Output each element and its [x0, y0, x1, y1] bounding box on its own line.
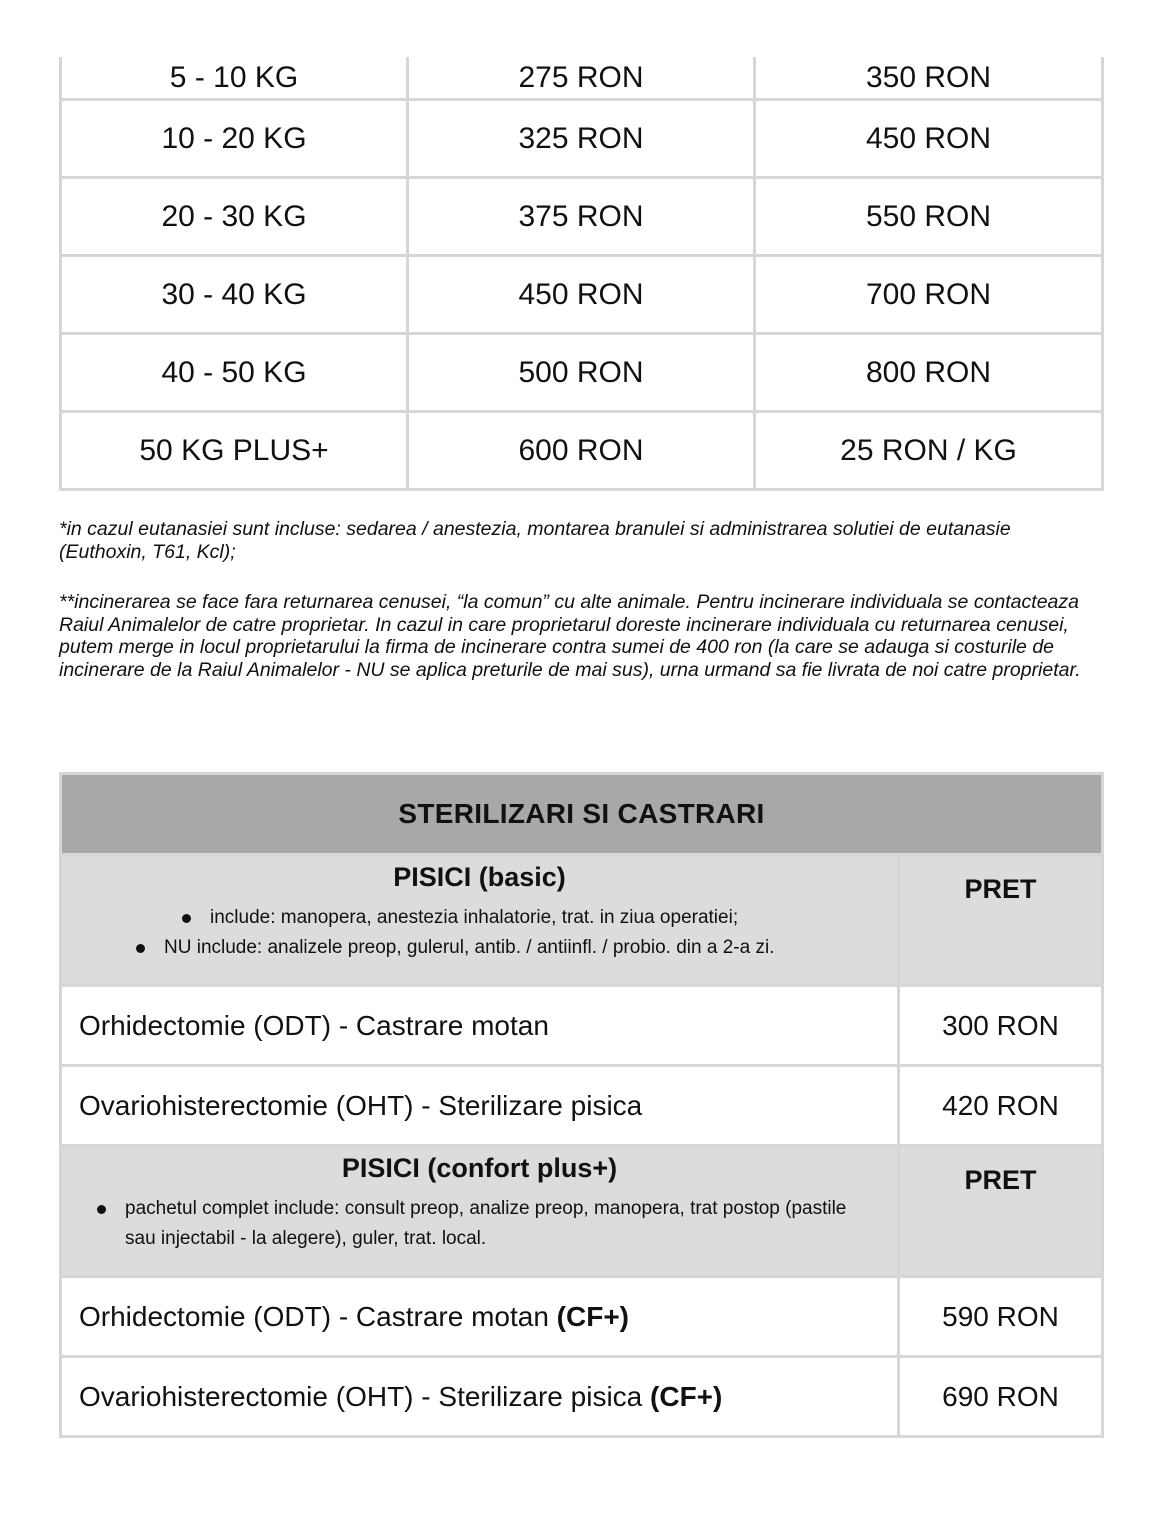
subsection-info [61, 1146, 899, 1277]
package-tag: (CF+) [650, 1380, 723, 1412]
euthanasia-price-table [59, 57, 1104, 491]
subsection-header-confort [61, 1146, 1103, 1277]
service-name: Orhidectomie (ODT) - Castrare motan [79, 1300, 549, 1332]
price-cell: 500 RON [408, 334, 755, 412]
price-cell: 420 RON [899, 1066, 1103, 1146]
service-name: Ovariohisterectomie (OHT) - Sterilizare pisica [79, 1380, 643, 1412]
table-row [61, 986, 1103, 1066]
section-title: STERILIZARI SI CASTRARI [61, 774, 1103, 855]
subsection-title: PISICI (basic) [393, 862, 566, 892]
subsection-info [61, 855, 899, 986]
table-row [61, 57, 1103, 100]
package-tag: (CF+) [556, 1300, 629, 1332]
price-cell: 350 RON [755, 57, 1103, 100]
bullet-list [62, 903, 897, 963]
price-cell: 600 RON [408, 412, 755, 490]
table-row [61, 256, 1103, 334]
price-cell: 690 RON [899, 1357, 1103, 1437]
price-header: PRET [899, 855, 1103, 986]
price-cell: 375 RON [408, 178, 755, 256]
subsection-header-basic [61, 855, 1103, 986]
price-cell: 325 RON [408, 100, 755, 178]
bullet-text: NU include: analizele preop, gulerul, antib. / antiinfl. / probio. din a 2-a zi. [164, 937, 775, 958]
price-cell: 800 RON [755, 334, 1103, 412]
table-row [61, 1277, 1103, 1357]
price-header: PRET [899, 1146, 1103, 1277]
list-item [62, 1194, 897, 1254]
price-cell: 700 RON [755, 256, 1103, 334]
weight-cell: 20 - 30 KG [61, 178, 408, 256]
price-cell: 275 RON [408, 57, 755, 100]
service-cell: Orhidectomie (ODT) - Castrare motan [61, 986, 899, 1066]
table-row [61, 334, 1103, 412]
table-row [61, 1357, 1103, 1437]
table-row [61, 178, 1103, 256]
subsection-title: PISICI (confort plus+) [341, 1153, 618, 1183]
weight-cell: 40 - 50 KG [61, 334, 408, 412]
price-cell: 450 RON [408, 256, 755, 334]
price-cell: 25 RON / KG [755, 412, 1103, 490]
section-header [61, 774, 1103, 855]
bullet-text: include: manopera, anestezia inhalatorie, trat. in ziua operatiei; [210, 907, 739, 928]
table-row [61, 100, 1103, 178]
euthanasia-footnote: *in cazul eutanasiei sunt incluse: sedarea / anestezia, montarea branulei si administrarea solutiei de eutanasie (Euthoxin, T61, Kcl); [59, 518, 1011, 563]
service-cell [61, 1357, 899, 1437]
price-cell: 450 RON [755, 100, 1103, 178]
weight-cell: 50 KG PLUS+ [61, 412, 408, 490]
table-row [61, 412, 1103, 490]
weight-cell: 30 - 40 KG [61, 256, 408, 334]
weight-cell: 5 - 10 KG [61, 57, 408, 100]
bullet-list [62, 1194, 897, 1254]
price-cell: 300 RON [899, 986, 1103, 1066]
bullet-text: pachetul complet include: consult preop, analize preop, manopera, trat postop (pastile sau injectabil - la alegere), guler, trat. local. [125, 1198, 847, 1249]
table-row [61, 1066, 1103, 1146]
list-item [62, 903, 897, 933]
sterilization-table [59, 772, 1104, 1438]
list-item [62, 933, 897, 963]
weight-cell: 10 - 20 KG [61, 100, 408, 178]
price-cell: 550 RON [755, 178, 1103, 256]
incineration-footnote: **incinerarea se face fara returnarea cenusei, “la comun” cu alte animale. Pentru incinerare individuala se contacteaza Raiul Animalelor de catre proprietar. In cazul in care proprietarul doreste incinerare individuala cu returnarea cenusei, putem merge in locul proprietarului la firma de incinerare contra sumei de 400 ron (la care se adauga si costurile de incinerare de la Raiul Animalelor - NU se aplica preturile de mai sus), urna urmand sa fie livrata de noi catre proprietar. [59, 591, 1081, 681]
price-cell: 590 RON [899, 1277, 1103, 1357]
service-cell [61, 1277, 899, 1357]
service-cell: Ovariohisterectomie (OHT) - Sterilizare pisica [61, 1066, 899, 1146]
